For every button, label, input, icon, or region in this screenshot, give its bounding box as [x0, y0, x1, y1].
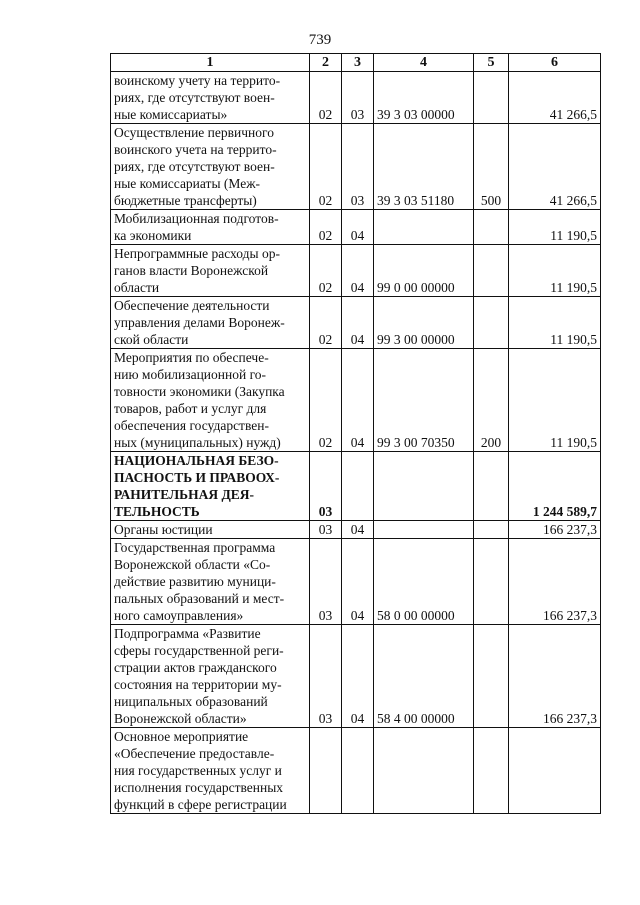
row-name-cell: НАЦИОНАЛЬНАЯ БЕЗО- ПАСНОСТЬ И ПРАВООХ- РАНИТЕЛЬНАЯ ДЕЯ- ТЕЛЬНОСТЬ	[111, 452, 310, 521]
column-header-5: 5	[474, 54, 509, 72]
row-amount-cell: 41 266,5	[509, 124, 601, 210]
row-section-cell: 03	[310, 539, 342, 625]
row-name-cell: Государственная программа Воронежской области «Со- действие развитию муници- пальных образований и мест- ного самоуправления»	[111, 539, 310, 625]
table-row	[111, 452, 601, 521]
row-expense-type-cell	[474, 245, 509, 297]
row-name-cell: Мероприятия по обеспече- нию мобилизационной го- товности экономики (Закупка товаров, работ и услуг для обеспечения государствен- ных (муниципальных) нужд)	[111, 349, 310, 452]
table-row	[111, 521, 601, 539]
row-name-cell: Осуществление первичного воинского учета на террито- риях, где отсутствуют воен- ные комиссариаты (Меж- бюджетные трансферты)	[111, 124, 310, 210]
row-subsection-cell: 04	[342, 521, 374, 539]
row-expense-type-cell	[474, 72, 509, 124]
row-amount-cell: 166 237,3	[509, 539, 601, 625]
row-amount-cell: 11 190,5	[509, 210, 601, 245]
row-target-article-cell	[374, 728, 474, 814]
table-row	[111, 210, 601, 245]
row-target-article-cell: 58 4 00 00000	[374, 625, 474, 728]
row-amount-cell: 166 237,3	[509, 625, 601, 728]
row-target-article-cell	[374, 521, 474, 539]
table-body	[111, 72, 601, 814]
row-subsection-cell	[342, 452, 374, 521]
column-header-2: 2	[310, 54, 342, 72]
row-target-article-cell: 39 3 03 00000	[374, 72, 474, 124]
row-name-cell: Органы юстиции	[111, 521, 310, 539]
row-expense-type-cell	[474, 297, 509, 349]
row-subsection-cell: 04	[342, 625, 374, 728]
row-subsection-cell: 04	[342, 539, 374, 625]
column-header-3: 3	[342, 54, 374, 72]
row-section-cell: 02	[310, 349, 342, 452]
budget-table	[110, 53, 601, 814]
row-expense-type-cell	[474, 539, 509, 625]
row-expense-type-cell	[474, 521, 509, 539]
row-amount-cell: 41 266,5	[509, 72, 601, 124]
row-subsection-cell: 03	[342, 124, 374, 210]
column-header-6: 6	[509, 54, 601, 72]
table-row	[111, 245, 601, 297]
row-expense-type-cell: 500	[474, 124, 509, 210]
table-row	[111, 625, 601, 728]
table-row	[111, 349, 601, 452]
row-section-cell: 02	[310, 210, 342, 245]
row-expense-type-cell	[474, 728, 509, 814]
row-section-cell: 02	[310, 124, 342, 210]
row-amount-cell: 11 190,5	[509, 245, 601, 297]
row-target-article-cell: 99 3 00 70350	[374, 349, 474, 452]
row-name-cell: Обеспечение деятельности управления делами Воронеж- ской области	[111, 297, 310, 349]
row-expense-type-cell	[474, 452, 509, 521]
row-section-cell: 02	[310, 245, 342, 297]
row-target-article-cell: 39 3 03 51180	[374, 124, 474, 210]
row-expense-type-cell	[474, 210, 509, 245]
row-amount-cell: 1 244 589,7	[509, 452, 601, 521]
row-amount-cell: 166 237,3	[509, 521, 601, 539]
row-subsection-cell: 03	[342, 72, 374, 124]
table-row	[111, 297, 601, 349]
row-section-cell: 03	[310, 625, 342, 728]
row-name-cell: Основное мероприятие «Обеспечение предоставле- ния государственных услуг и исполнения государственных функций в сфере регистрации	[111, 728, 310, 814]
row-name-cell: Мобилизационная подготов- ка экономики	[111, 210, 310, 245]
page-number: 739	[308, 32, 332, 48]
row-target-article-cell: 99 3 00 00000	[374, 297, 474, 349]
row-subsection-cell: 04	[342, 349, 374, 452]
row-expense-type-cell: 200	[474, 349, 509, 452]
row-subsection-cell: 04	[342, 245, 374, 297]
row-subsection-cell	[342, 728, 374, 814]
table-row	[111, 72, 601, 124]
table-row	[111, 539, 601, 625]
row-amount-cell	[509, 728, 601, 814]
table-row	[111, 728, 601, 814]
row-target-article-cell	[374, 452, 474, 521]
column-header-1: 1	[111, 54, 310, 72]
row-subsection-cell: 04	[342, 297, 374, 349]
row-name-cell: Подпрограмма «Развитие сферы государственной реги- страции актов гражданского состояния на территории му- ниципальных образований Воронежской области»	[111, 625, 310, 728]
column-header-4: 4	[374, 54, 474, 72]
row-target-article-cell: 99 0 00 00000	[374, 245, 474, 297]
table-row	[111, 124, 601, 210]
row-name-cell: Непрограммные расходы ор- ганов власти Воронежской области	[111, 245, 310, 297]
header-row	[111, 54, 601, 72]
row-section-cell: 02	[310, 297, 342, 349]
row-target-article-cell: 58 0 00 00000	[374, 539, 474, 625]
row-section-cell: 03	[310, 452, 342, 521]
row-subsection-cell: 04	[342, 210, 374, 245]
row-name-cell: воинскому учету на террито- риях, где отсутствуют воен- ные комиссариаты»	[111, 72, 310, 124]
row-section-cell: 02	[310, 72, 342, 124]
row-target-article-cell	[374, 210, 474, 245]
row-amount-cell: 11 190,5	[509, 349, 601, 452]
row-amount-cell: 11 190,5	[509, 297, 601, 349]
row-expense-type-cell	[474, 625, 509, 728]
row-section-cell: 03	[310, 521, 342, 539]
row-section-cell	[310, 728, 342, 814]
